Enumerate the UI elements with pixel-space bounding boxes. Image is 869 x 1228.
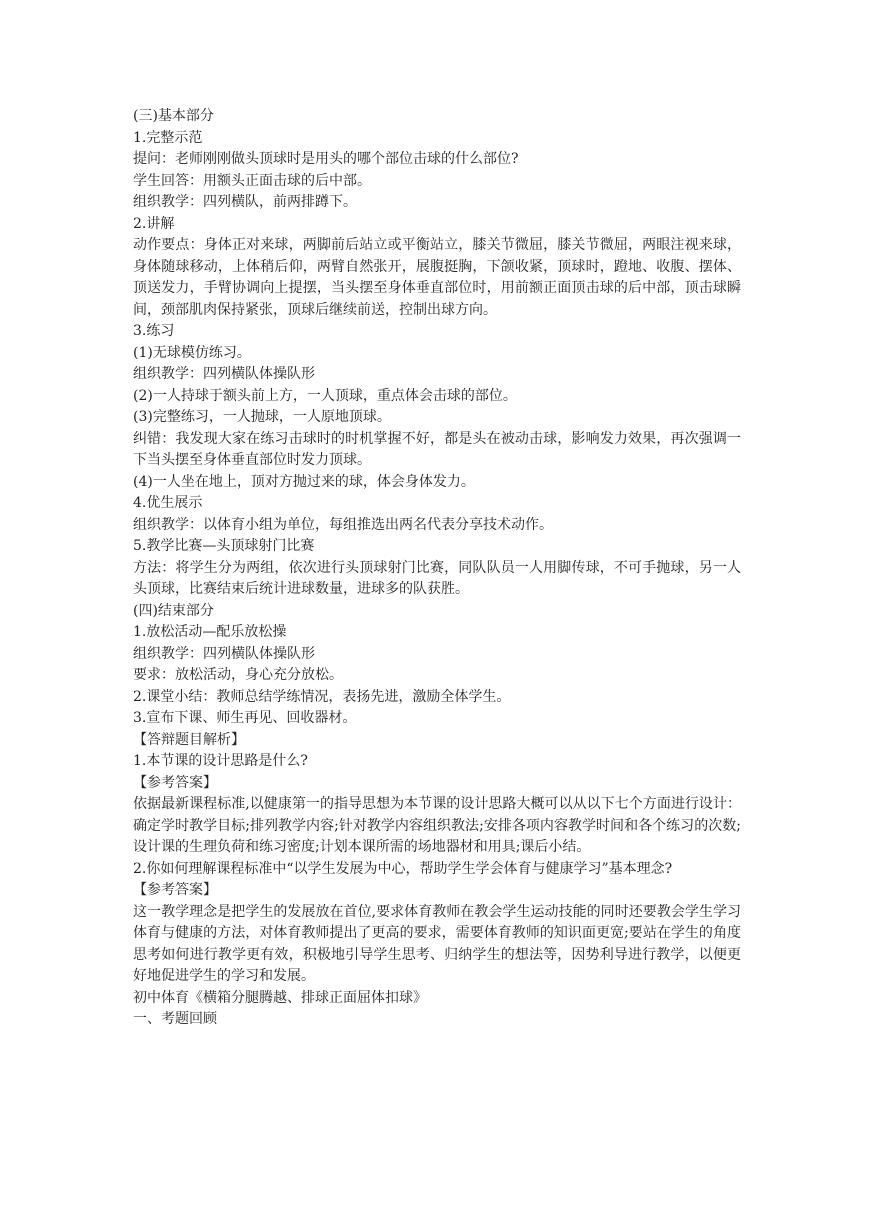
paragraph: 组织教学：以体育小组为单位，每组推选出两名代表分享技术动作。 bbox=[133, 516, 553, 533]
paragraph: 动作要点：身体正对来球，两脚前后站立或平衡站立，膝关节微屈，膝关节微屈，两眼注视来球，身体随球移动，上体稍后仰，两臂自然张开，展腹挺胸，下颌收紧，顶球时，蹬地、收腹、摆体、顶送发力，手臂协调向上提摆，当头摆至身体垂直部位时，用前额正面顶击球的后中部，顶击球瞬间，颈部肌肉保持紧张，顶球后继续前送，控制出球方向。 bbox=[133, 237, 741, 318]
subsection-heading: 1.放松活动—配乐放松操 bbox=[133, 624, 287, 640]
paragraph: (2)一人持球于额头前上方，一人顶球，重点体会击球的部位。 bbox=[133, 387, 517, 404]
paragraph: 组织教学：四列横队体操队形 bbox=[133, 366, 315, 382]
answer-label: 【参考答案】 bbox=[133, 882, 217, 898]
paragraph: 学生回答：用额头正面击球的后中部。 bbox=[133, 172, 371, 189]
paragraph: 提问：老师刚刚做头顶球时是用头的哪个部位击球的什么部位? bbox=[133, 151, 519, 167]
answer-label: 【参考答案】 bbox=[133, 774, 217, 791]
section-heading: 一、考题回顾 bbox=[133, 1011, 217, 1027]
document-body bbox=[133, 106, 741, 1031]
section-heading: 【答辩题目解析】 bbox=[133, 731, 245, 748]
question: 1.本节课的设计思路是什么? bbox=[133, 753, 308, 769]
section-heading: (三)基本部分 bbox=[133, 108, 214, 124]
subsection-heading: 2.讲解 bbox=[133, 215, 175, 232]
paragraph: 纠错：我发现大家在练习击球时的时机掌握不好，都是头在被动击球，影响发力效果，再次强调一下当头摆至身体垂直部位时发力顶球。 bbox=[133, 430, 741, 468]
paragraph: 方法：将学生分为两组，依次进行头顶球射门比赛，同队队员一人用脚传球，不可手抛球，另一人头顶球，比赛结束后统计进球数量，进球多的队获胜。 bbox=[133, 559, 741, 597]
subsection-heading: 5.教学比赛—头顶球射门比赛 bbox=[133, 538, 315, 554]
paragraph: (1)无球模仿练习。 bbox=[133, 344, 251, 361]
paragraph: 2.课堂小结：教师总结学练情况，表扬先进，激励全体学生。 bbox=[133, 688, 511, 705]
subsection-heading: 4.优生展示 bbox=[133, 495, 203, 511]
lesson-title: 初中体育《横箱分腿腾越、排球正面屈体扣球》 bbox=[133, 989, 427, 1006]
paragraph: 组织教学：四列横队体操队形 bbox=[133, 645, 315, 662]
subsection-heading: 3.练习 bbox=[133, 323, 175, 339]
paragraph: 3.宣布下课、师生再见、回收器材。 bbox=[133, 710, 357, 726]
answer-paragraph: 这一教学理念是把学生的发展放在首位,要求体育教师在教会学生运动技能的同时还要教会学生学习体育与健康的方法，对体育教师提出了更高的要求，需要体育教师的知识面更宽;要站在学生的角度思考如何进行教学更有效，积极地引导学生思考、归纳学生的想法等，因势利导进行教学，以便更好地促进学生的学习和发展。 bbox=[133, 903, 741, 984]
paragraph: (3)完整练习，一人抛球，一人原地顶球。 bbox=[133, 409, 391, 425]
question: 2.你如何理解课程标准中“以学生发展为中心，帮助学生学会体育与健康学习”基本理念? bbox=[133, 860, 673, 877]
section-heading: (四)结束部分 bbox=[133, 602, 214, 619]
subsection-heading: 1.完整示范 bbox=[133, 129, 203, 146]
answer-paragraph: 依据最新课程标准,以健康第一的指导思想为本节课的设计思路大概可以从以下七个方面进行设计：确定学时教学目标;排列教学内容;针对教学内容组织教法;安排各项内容教学时间和各个练习的次数;设计课的生理负荷和练习密度;计划本课所需的场地器材和用具;课后小结。 bbox=[133, 796, 741, 855]
paragraph: 要求：放松活动，身心充分放松。 bbox=[133, 667, 343, 683]
paragraph: 组织教学：四列横队，前两排蹲下。 bbox=[133, 194, 357, 210]
paragraph: (4)一人坐在地上，顶对方抛过来的球，体会身体发力。 bbox=[133, 473, 475, 490]
